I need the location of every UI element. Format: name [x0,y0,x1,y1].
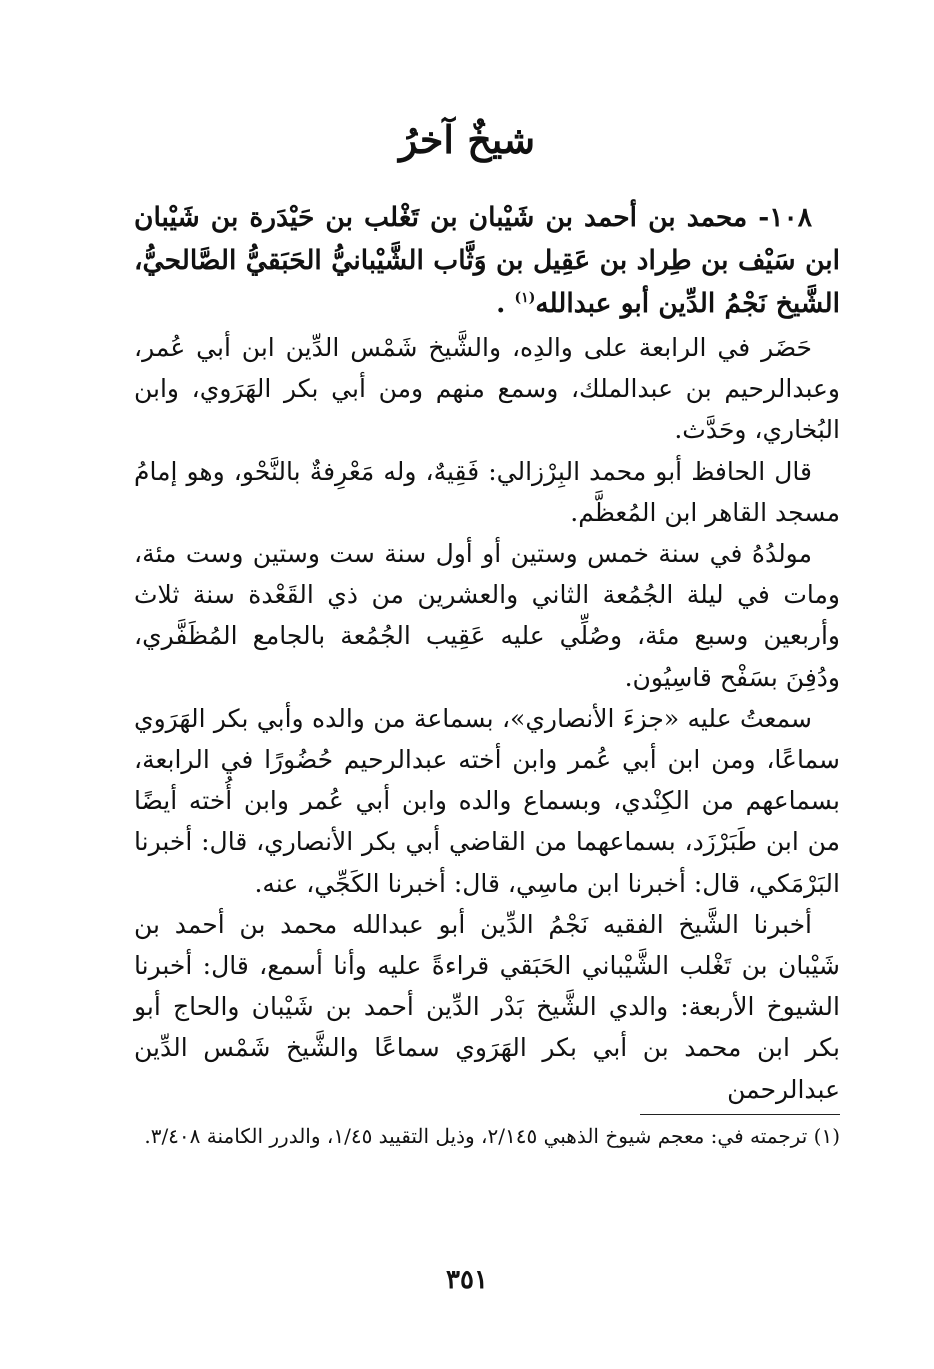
paragraph-birzali-quote: قال الحافظ أبو محمد البِرْزالي: فَقِيهٌ، وله مَعْرِفةٌ بالنَّحْو، وهو إمامُ مسجد القاهر ابن المُعظَّم. [134,456,840,527]
main-text [134,196,840,1110]
entry-end: . [496,288,506,319]
paragraph-birth-death: مولدُهُ في سنة خمس وستين أو أول سنة ست وستين وست مئة، ومات في ليلة الجُمُعة الثاني والعشرين من ذي القَعْدة سنة ثلاث وأربعين وسبع مئة، وصُلِّي عليه عَقِيب الجُمُعة بالجامع المُظَفَّري، ودُفِنَ بسَفْح قاسِيُون. [134,539,840,692]
footnote [134,1120,840,1152]
page-title: شيخٌ آخرُ [398,117,536,162]
entry-text: ١٠٨- محمد بن أحمد بن شَيْبان بن تَغْلب بن حَيْدَرة بن شَيْبان ابن سَيْف بن طِراد بن عَقِيل بن وَثَّاب الشَّيْبانيُّ الحَبَقيُّ الصَّالحيُّ، الشَّيخ نَجْمُ الدِّين أبو عبدالله [134,202,840,319]
paragraph-attendance: حَضَر في الرابعة على والدِه، والشَّيخ شَمْس الدِّين ابن أبي عُمر، وعبدالرحيم بن عبدالملك، وسمع منهم ومن أبي بكر الهَرَوي، وابن البُخاري، وحَدَّث. [134,333,840,445]
page-number: ٣٥١ [446,1265,488,1295]
paragraph-isnad: أخبرنا الشَّيخ الفقيه نَجْمُ الدِّين أبو عبدالله محمد بن أحمد بن شَيْبان بن تَغْلب الشَّيْباني الحَبَقي قراءةً عليه وأنا أسمع، قال: أخبرنا الشيوخ الأربعة: والدي الشَّيخ بَدْر الدِّين أحمد بن شَيْبان والحاج أبو بكر ابن محمد بن أبي بكر الهَرَوي سماعًا والشَّيخ شَمْس الدِّين عبدالرحمن [134,909,840,1104]
footnote-marker: (١) [514,290,536,307]
footnote-divider [640,1114,840,1115]
paragraph-hearing: سمعتُ عليه «جزءَ الأنصاري»، بسماعة من والده وأبي بكر الهَرَوي سماعًا، ومن ابن أبي عُمر وابن أخته عبدالرحيم حُضُورًا في الرابعة، بسماعهم من الكِنْدي، وبسماع والده وابن أبي عُمر وابن أُخته أيضًا من ابن طَبَرْزَد، بسماعهما من القاضي أبي بكر الأنصاري، قال: أخبرنا البَرْمَكي، قال: أخبرنا ابن ماسِي، قال: أخبرنا الكَجِّي، عنه. [134,703,840,898]
biography-entry-heading [134,196,840,325]
footnote-text: (١) ترجمته في: معجم شيوخ الذهبي ٢/١٤٥، وذيل التقييد ١/٤٥، والدرر الكامنة ٣/٤٠٨. [144,1124,840,1148]
